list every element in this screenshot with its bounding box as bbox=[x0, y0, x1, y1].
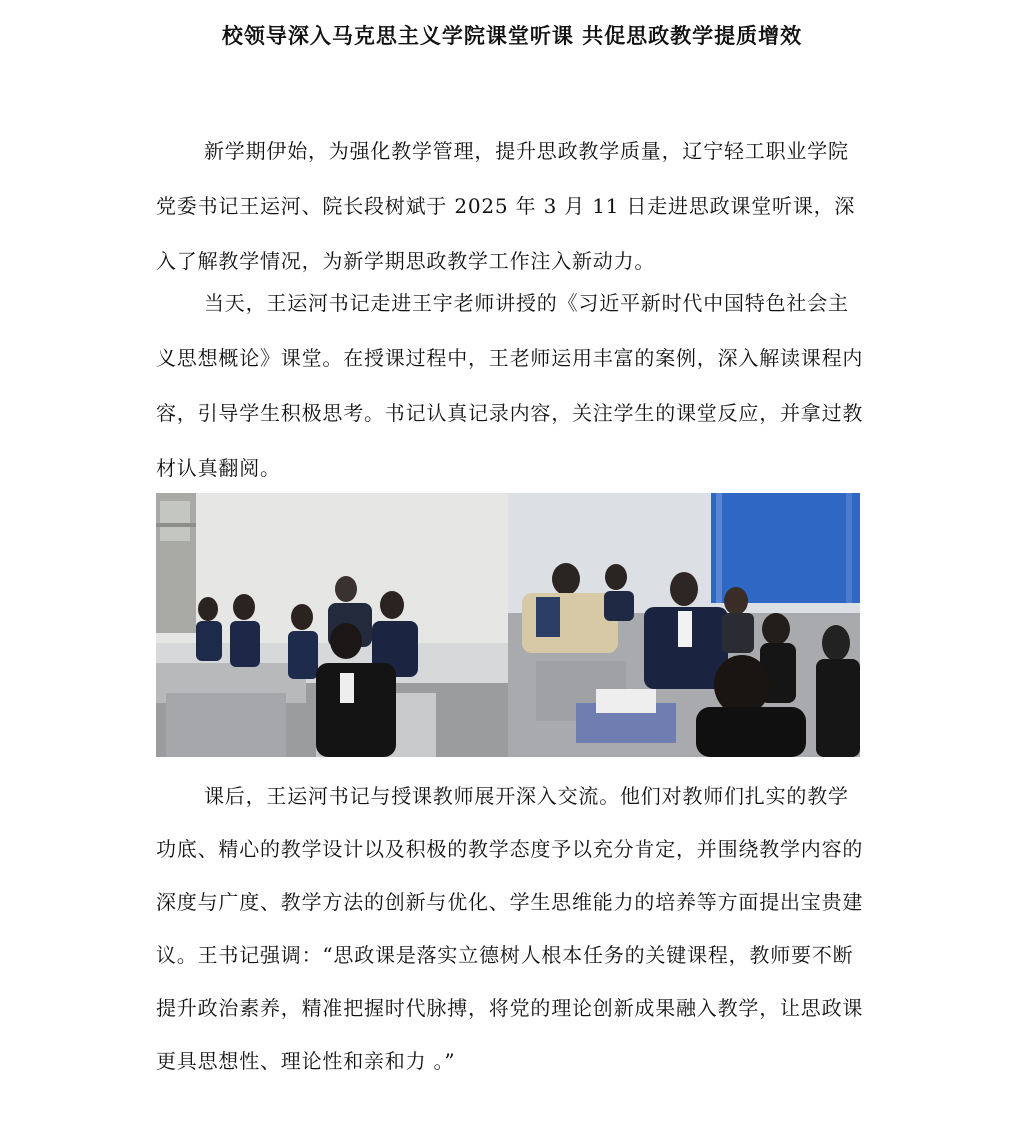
paragraph-2-text: 当天，王运河书记走进王宇老师讲授的《习近平新时代中国特色社会主义思想概论》课堂。在授课过程中，王老师运用丰富的案例，深入解读课程内容，引导学生积极思考。书记认真记录内容，关注学生的课堂反应，并拿过教材认真翻阅。 bbox=[156, 291, 864, 480]
paragraph-3-text: 课后，王运河书记与授课教师展开深入交流。他们对教师们扎实的教学功底、精心的教学设计以及积极的教学态度予以充分肯定，并围绕教学内容的深度与广度、教学方法的创新与优化、学生思维能力的培养等方面提出宝贵建议。王书记强调：“思政课是落实立德树人根本任务的关键课程，教师要不断提升政治素养，精准把握时代脉搏，将党的理论创新成果融入教学，让思政课更具思想性、理论性和亲和力 。” bbox=[156, 784, 864, 1073]
paragraph-1-text: 新学期伊始，为强化教学管理，提升思政教学质量，辽宁轻工职业学院党委书记王运河、院长段树斌于 2025 年 3 月 11 日走进思政课堂听课，深入了解教学情况，为新学期思政教学工作注入新动力。 bbox=[156, 139, 856, 273]
article-title: 校领导深入马克思主义学院课堂听课 共促思政教学提质增效 bbox=[221, 24, 803, 48]
classroom-photo bbox=[156, 493, 860, 757]
classroom-photo-illustration bbox=[156, 493, 860, 757]
paragraph-2 bbox=[156, 276, 868, 496]
paragraph-1 bbox=[156, 124, 868, 289]
paragraph-3 bbox=[156, 770, 868, 1088]
